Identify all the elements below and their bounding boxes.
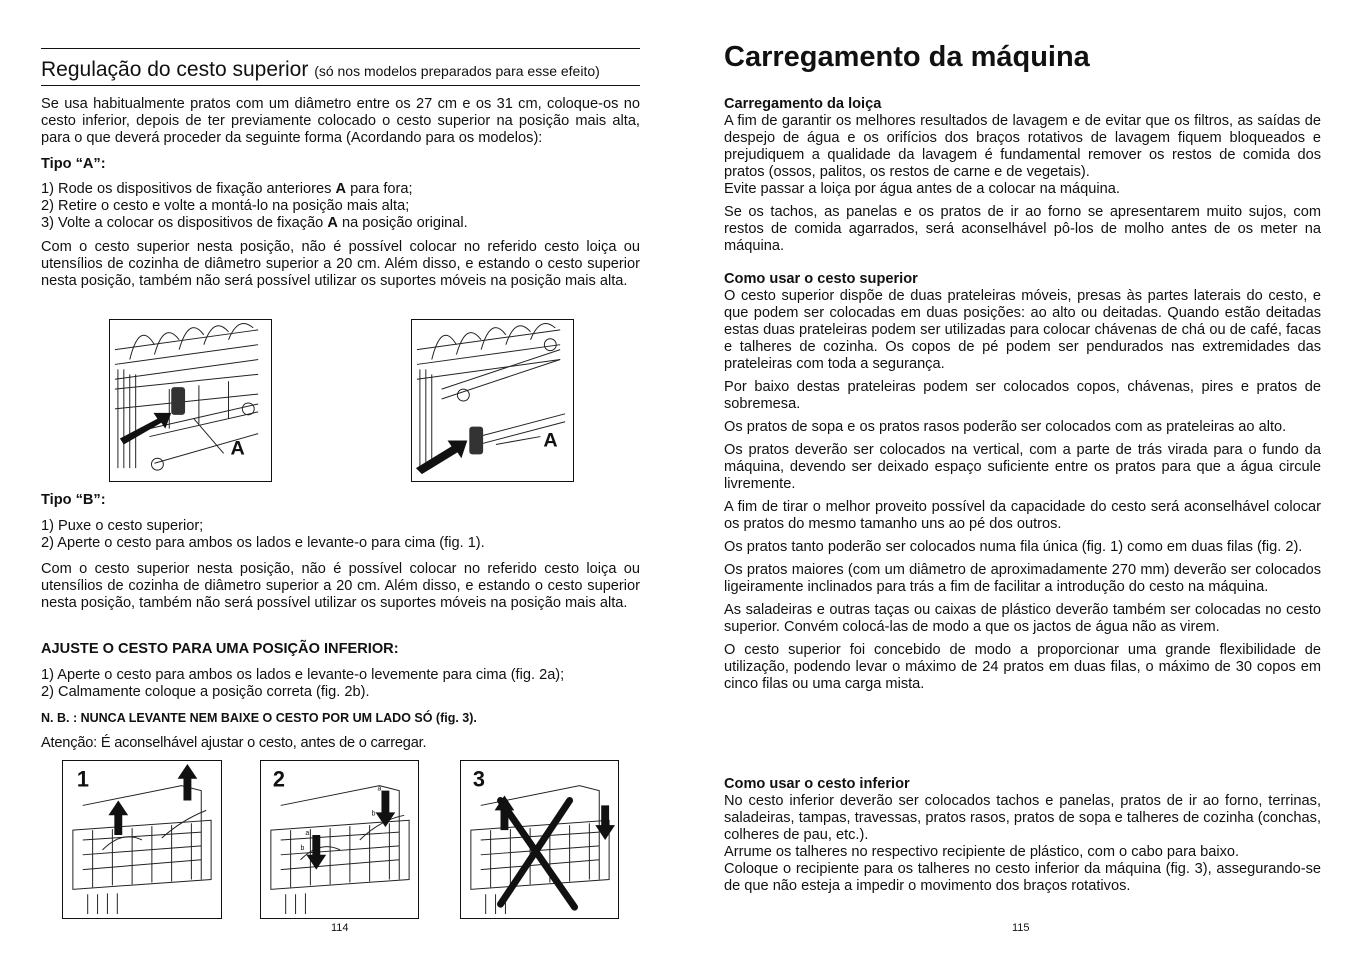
loica-paragraph-1b: Evite passar a loiça por água antes de a colocar na máquina.	[724, 181, 1120, 197]
figure-number: 3	[472, 766, 485, 792]
arrow-up-icon	[178, 764, 198, 801]
superior-paragraph: Por baixo destas prateleiras podem ser colocados copos, chávenas, pires e pratos de sobremesa.	[724, 379, 1321, 412]
tipo-b-label: Tipo “B”:	[41, 492, 106, 508]
inferior-paragraph-3: Coloque o recipiente para os talheres no cesto inferior da máquina (fig. 3), assegurando-se de que não esteja a impedir o movimento dos braços rotativos.	[724, 861, 1321, 894]
page-number-left: 114	[331, 922, 349, 934]
page-number-right: 115	[1012, 922, 1030, 934]
arrow-down-icon	[595, 805, 615, 840]
tipo-a-figure-left	[109, 319, 272, 482]
tipo-a-label: Tipo “A”:	[41, 156, 106, 172]
atencao-note: Atenção: É aconselhável ajustar o cesto, antes de o carregar.	[41, 735, 427, 751]
loica-heading: Carregamento da loiça	[724, 96, 882, 112]
section-title: Regulação do cesto superior (só nos modelos preparados para esse efeito)	[41, 58, 600, 81]
superior-paragraph: Os pratos maiores (com um diâmetro de aproximadamente 270 mm) deverão ser colocados ligeiramente inclinados para trás a fim de facilitar a introdução do cesto na máquina.	[724, 562, 1321, 595]
step-b-label: b	[371, 810, 376, 818]
figure-label-a: A	[543, 429, 558, 452]
tipo-a-note: Com o cesto superior nesta posição, não é possível colocar no referido cesto loiça ou utensílios de cozinha de diâmetro superior a 20 cm. Além disso, e estando o cesto superior nesta posição, também não será possível utilizar os suportes móveis na posição mais alta.	[41, 239, 640, 289]
tipo-a-step-1: 1) Rode os dispositivos de fixação anteriores A para fora;	[41, 181, 413, 197]
tipo-a-step-3: 3) Volte a colocar os dispositivos de fixação A na posição original.	[41, 215, 468, 231]
figure-3	[460, 760, 619, 919]
tipo-b-step-2: 2) Aperte o cesto para ambos os lados e levante-o para cima (fig. 1).	[41, 535, 485, 551]
superior-paragraph: As saladeiras e outras taças ou caixas de plástico deverão também ser colocadas no cesto superior. Convém colocá-las de modo a que os jactos de água não as virem.	[724, 602, 1321, 635]
inferior-paragraph-2: Arrume os talheres no respectivo recipiente de plástico, com o cabo para baixo.	[724, 844, 1240, 860]
ajuste-steps	[41, 667, 640, 701]
arrow-up-icon	[108, 800, 128, 835]
superior-heading: Como usar o cesto superior	[724, 271, 918, 287]
clip-a	[171, 387, 185, 415]
superior-paragraph: Os pratos tanto poderão ser colocados numa fila única (fig. 1) como em duas filas (fig. 2).	[724, 539, 1303, 555]
tipo-b-step-1: 1) Puxe o cesto superior;	[41, 518, 204, 534]
superior-paragraph: A fim de tirar o melhor proveito possível da capacidade do cesto será aconselhável colocar os pratos do mesmo tamanho uns ao pé dos outros.	[724, 499, 1321, 532]
loica-paragraph-1: A fim de garantir os melhores resultados de lavagem e de evitar que os filtros, as saídas de despejo de água e os orifícios dos braços rotativos de lavagem fiquem bloqueados e prejudiquem a qualidade da lavagem é fundamental remover os restos de comida dos pratos (ossos, palitos, os restos de carne e de vegetais).	[724, 113, 1321, 180]
inferior-section	[724, 776, 1321, 895]
tipo-a-steps	[41, 181, 640, 232]
rack-clip-illustration	[110, 320, 271, 481]
arrow-in-icon	[416, 441, 467, 475]
figure-2	[260, 760, 419, 919]
loica-paragraph-2: Se os tachos, as panelas e os pratos de ir ao forno se apresentarem muito sujos, com restos de comida agarrados, será aconselhável pô-los de molho antes de os meter na máquina.	[724, 204, 1321, 254]
step-a-label: a	[305, 830, 310, 838]
lower-basket-illustration	[261, 761, 418, 918]
step-b-label: b	[300, 844, 305, 852]
inferior-heading: Como usar o cesto inferior	[724, 776, 910, 792]
tipo-b-note: Com o cesto superior nesta posição, não é possível colocar no referido cesto loiça ou utensílios de cozinha de diâmetro superior a 20 cm. Além disso, e estando o cesto superior nesta posição, também não será possível utilizar os suportes móveis na posição mais alta.	[41, 561, 640, 611]
clip-a	[469, 427, 483, 455]
lift-basket-illustration	[63, 761, 221, 918]
figure-number: 2	[272, 766, 285, 792]
intro-paragraph: Se usa habitualmente pratos com um diâmetro entre os 27 cm e os 31 cm, coloque-os no cesto inferior, depois de ter previamente colocado o cesto superior na posição mais alta, para o que deverá proceder da seguinte forma (Acordando para os modelos):	[41, 96, 640, 146]
figure-number: 1	[76, 766, 89, 792]
rack-clip-illustration	[412, 320, 573, 481]
tipo-a-step-2: 2) Retire o cesto e volte a montá-lo na posição mais alta;	[41, 198, 410, 214]
nb-warning: N. B. : NUNCA LEVANTE NEM BAIXE O CESTO POR UM LADO SÓ (fig. 3).	[41, 711, 477, 725]
superior-section	[724, 271, 1321, 693]
figure-1	[62, 760, 222, 919]
ajuste-step-2: 2) Calmamente coloque a posição correta (fig. 2b).	[41, 684, 370, 700]
inferior-paragraph-1: No cesto inferior deverão ser colocados tachos e panelas, pratos de ir ao forno, terrinas, saladeiras, tampas, travessas, pratos rasos, pratos de sopa e talheres de cozinha (conchas, colheres de pau, etc.).	[724, 793, 1321, 843]
ajuste-step-1: 1) Aperte o cesto para ambos os lados e levante-o levemente para cima (fig. 2a);	[41, 667, 565, 683]
superior-paragraph: O cesto superior foi concebido de modo a proporcionar uma grande flexibilidade de utilização, podendo levar o máximo de 24 pratos em duas filas, o máximo de 30 copos em cinco filas ou uma carga mista.	[724, 642, 1321, 692]
page-title: Carregamento da máquina	[724, 41, 1090, 73]
tipo-a-figure-right	[411, 319, 574, 482]
tipo-b-steps	[41, 518, 640, 552]
superior-paragraph: Os pratos deverão ser colocados na vertical, com a parte de trás virada para o fundo da máquina, devendo ser deixado espaço suficiente entre os pratos para que a água circule livremente.	[724, 442, 1321, 492]
superior-paragraph: Os pratos de sopa e os pratos rasos poderão ser colocados com as prateleiras ao alto.	[724, 419, 1287, 435]
ajuste-heading: AJUSTE O CESTO PARA UMA POSIÇÃO INFERIOR:	[41, 641, 399, 657]
loica-section	[724, 96, 1321, 255]
arrow-out-icon	[120, 413, 171, 445]
step-a-label: a	[377, 785, 382, 793]
superior-paragraph: O cesto superior dispõe de duas prateleiras móveis, presas às partes laterais do cesto, e que podem ser colocadas em duas posições: ao alto ou deitadas. Quando estão deitadas estas duas prateleiras podem ser utilizadas para colocar chávenas de chá ou de café, facas e talheres de cozinha. Os copos de pé podem ser pendurados nas extremidades das prateleiras com toda a segurança.	[724, 288, 1321, 372]
section-note: (só nos modelos preparados para esse efeito)	[314, 63, 600, 79]
section-header	[41, 48, 640, 86]
figure-label-a: A	[230, 437, 245, 460]
one-side-lift-crossed-illustration	[461, 761, 618, 918]
cross-icon	[500, 800, 574, 907]
